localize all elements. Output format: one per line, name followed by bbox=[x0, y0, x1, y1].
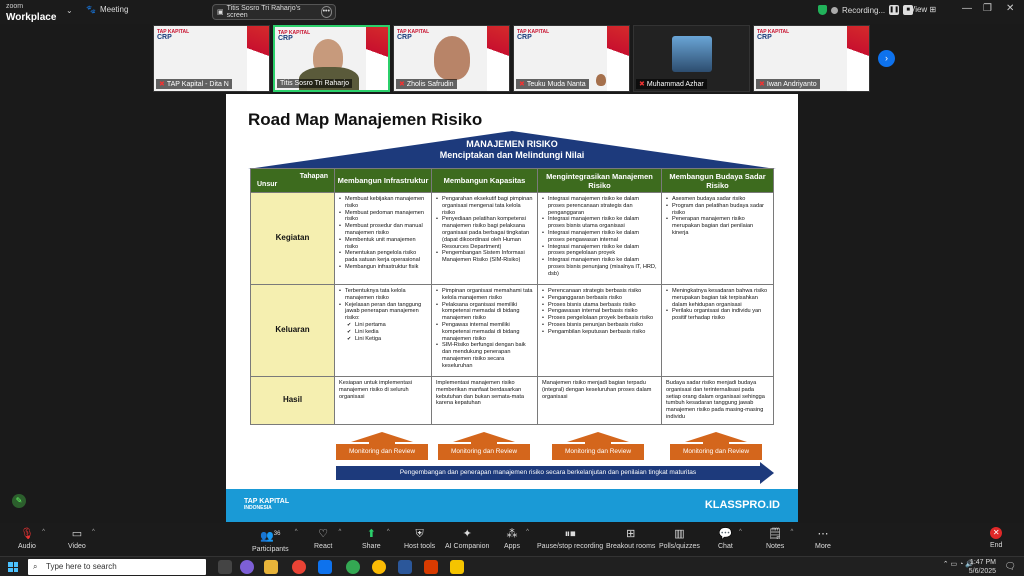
monitoring-box: Monitoring dan Review bbox=[552, 432, 644, 462]
list-item: • Program dan pelatihan budaya sadar risiko bbox=[666, 203, 769, 217]
table-cell bbox=[335, 285, 432, 377]
table-cell: Kesiapan untuk implementasi manajemen risiko di seluruh organisasi bbox=[335, 377, 432, 425]
list-item: • Membentuk unit manajemen risiko bbox=[339, 237, 427, 251]
screen-icon: ▣ bbox=[217, 9, 224, 16]
share-icon: ⬆ bbox=[366, 528, 376, 540]
participant-strip bbox=[153, 25, 873, 93]
more-options-icon[interactable]: ••• bbox=[321, 6, 332, 18]
list-item: • Proses pengelolaan proyek berbasis risiko bbox=[542, 315, 657, 322]
copilot-icon[interactable] bbox=[240, 560, 254, 574]
list-item: • Integrasi manajemen risiko ke dalam proses pengelolaan proyek bbox=[542, 244, 657, 258]
table-cell: Budaya sadar risiko menjadi budaya organisasi dan terinternalisasi pada setiap orang dalam organisasi sehingga tumbuh kesadaran tanggung jawab manajemen risiko pada masing-masing individu bbox=[662, 377, 774, 425]
list-item: • Pelaksana organisasi memiliki kompetensi memadai di bidang manajemen risiko bbox=[436, 302, 533, 322]
list-item: • Terbentuknya tata kelola manajemen risiko bbox=[339, 288, 427, 302]
continuous-improvement-arrow: Pengembangan dan penerapan manajemen risiko secara berkelanjutan dan penilaian tingkat maturitas bbox=[336, 462, 774, 484]
taskbar-search[interactable]: ⌕ Type here to search bbox=[28, 559, 206, 575]
close-icon[interactable]: ✕ bbox=[1006, 3, 1015, 14]
sticky-notes-icon[interactable] bbox=[450, 560, 464, 574]
list-item: • Integrasi manajemen risiko ke dalam proses bisnis penunjang (misalnya IT, HRD, dsb) bbox=[542, 257, 657, 277]
list-item: • Integrasi manajemen risiko ke dalam proses bisnis utama organisasi bbox=[542, 216, 657, 230]
list-item: • Membuat kebijakan manajemen risiko bbox=[339, 196, 427, 210]
security-shield-icon bbox=[818, 5, 827, 15]
list-item: • Penganggaran berbasis risiko bbox=[542, 295, 657, 302]
participant-name: ✖ Muhammad Azhar bbox=[636, 79, 707, 89]
brand-logo: TAP KAPITAL CRP bbox=[157, 29, 190, 41]
row-label: Keluaran bbox=[251, 285, 335, 377]
table-cell bbox=[335, 193, 432, 285]
list-item: • Pimpinan organisasi memahami tata kelola manajemen risiko bbox=[436, 288, 533, 302]
word-icon[interactable] bbox=[398, 560, 412, 574]
breakout-rooms-button[interactable]: ⊞ Breakout rooms bbox=[606, 528, 656, 550]
list-item: • Pengawasan internal berbasis risiko bbox=[542, 308, 657, 315]
table-row bbox=[251, 285, 774, 377]
chevron-up-icon[interactable]: ^ bbox=[294, 529, 298, 535]
row-label: Hasil bbox=[251, 377, 335, 425]
end-button[interactable]: ✕ End bbox=[990, 528, 1003, 549]
table-cell: Implementasi manajemen risiko memberikan manfaat berdasarkan kebutuhan dan bukan semata-mata karena kepatuhan bbox=[432, 377, 538, 425]
row-label: Kegiatan bbox=[251, 193, 335, 285]
title-bar bbox=[0, 0, 1024, 24]
table-cell bbox=[662, 193, 774, 285]
stage-header: Membangun Kapasitas bbox=[432, 169, 538, 193]
participant-name: ✖ Zholis Safrudin bbox=[396, 79, 457, 89]
roof-line-1: MANAJEMEN RISIKO bbox=[466, 139, 558, 149]
chrome-profile-icon[interactable] bbox=[346, 560, 360, 574]
app-small-label: zoom bbox=[6, 3, 24, 10]
brand-logo: TAP KAPITAL CRP bbox=[517, 29, 550, 41]
pause-recording-button[interactable]: ⏸⏹ Pause/stop recording bbox=[537, 528, 604, 550]
slide-title: Road Map Manajemen Risiko bbox=[248, 110, 483, 129]
check-item: ✔ Lini pertama bbox=[339, 322, 427, 329]
sparkle-icon: ✦ bbox=[462, 528, 472, 540]
brand-stripe bbox=[487, 26, 509, 92]
participant-video bbox=[434, 36, 470, 80]
stop-recording-icon[interactable]: ■ bbox=[903, 5, 913, 15]
record-dot-icon bbox=[831, 7, 838, 14]
list-item: • Penerapan manajemen risiko merupakan bagian dari penilaian kinerja bbox=[666, 216, 769, 236]
list-item: • Pengembangan Sistem Informasi Manajemen Risiko (SIM-Risiko) bbox=[436, 250, 533, 264]
list-item: • Membuat pedoman manajemen risiko bbox=[339, 210, 427, 224]
zoom-taskbar-icon[interactable] bbox=[318, 560, 332, 574]
brand-stripe bbox=[366, 27, 388, 92]
participant-name: ✖ Iwan Andriyanto bbox=[756, 79, 820, 89]
pause-stop-icon: ⏸⏹ bbox=[564, 528, 576, 540]
more-icon: ⋯ bbox=[817, 528, 829, 540]
participants-button[interactable]: 👥$^{36}$ Participants ^ bbox=[252, 529, 298, 553]
meeting-menu[interactable] bbox=[86, 5, 128, 14]
more-button[interactable]: ⋯ More bbox=[815, 528, 831, 550]
avatar bbox=[672, 36, 712, 72]
list-item: • Proses bisnis penunjan berbasis risiko bbox=[542, 322, 657, 329]
chevron-up-icon[interactable]: ^ bbox=[42, 529, 45, 535]
share-indicator[interactable] bbox=[212, 4, 336, 20]
table-cell bbox=[432, 285, 538, 377]
view-menu[interactable] bbox=[910, 5, 936, 14]
slide-footer bbox=[226, 489, 798, 522]
klasspro-logo: KLASSPRO.ID bbox=[704, 499, 780, 511]
apps-icon: ⁂ bbox=[506, 528, 518, 540]
notes-icon: 🗒 bbox=[768, 528, 783, 540]
annotate-icon[interactable]: ✎ bbox=[12, 494, 26, 508]
participant-tile-active[interactable] bbox=[273, 25, 390, 92]
table-cell bbox=[538, 285, 662, 377]
table-cell bbox=[538, 193, 662, 285]
participant-name: ✖ Teuku Muda Nanta bbox=[516, 79, 589, 89]
windows-taskbar bbox=[0, 556, 1024, 576]
minimize-icon[interactable]: — bbox=[962, 3, 972, 14]
polls-button[interactable]: ▥ Polls/quizzes bbox=[659, 528, 700, 550]
participant-name: ✖ TAP Kapital - Dita N bbox=[156, 79, 232, 89]
list-item: • Proses bisnis utama berbasis risiko bbox=[542, 302, 657, 309]
table-cell bbox=[662, 285, 774, 377]
task-view-icon[interactable] bbox=[218, 560, 232, 574]
share-title: Titis Sosro Tri Raharjo's screen bbox=[226, 5, 301, 19]
share-button[interactable]: ⬆ Share ^ bbox=[362, 528, 390, 550]
chevron-down-icon[interactable]: ⌄ bbox=[66, 6, 73, 15]
chrome-profile-2-icon[interactable] bbox=[372, 560, 386, 574]
list-item: • SIM-Risiko berfungsi dengan baik dan mendukung penerapan manajemen risiko secara keseluruhan bbox=[436, 342, 533, 369]
participant-tile[interactable] bbox=[753, 25, 870, 92]
monitoring-box: Monitoring dan Review bbox=[438, 432, 530, 462]
participant-video bbox=[596, 74, 606, 86]
brand-stripe bbox=[847, 26, 869, 92]
table-row bbox=[251, 193, 774, 285]
video-button[interactable]: ▭ Video ^ bbox=[68, 528, 95, 550]
list-item: • Membuat prosedur dan manual manajemen risiko bbox=[339, 223, 427, 237]
end-icon: ✕ bbox=[990, 527, 1002, 539]
monitoring-box: Monitoring dan Review bbox=[336, 432, 428, 462]
heart-icon: ♡ bbox=[318, 528, 329, 540]
table-header-row bbox=[251, 169, 774, 193]
list-item: • Pengawas internal memiliki kompetensi memadai di bidang manajemen risiko bbox=[436, 322, 533, 342]
apps-button[interactable]: ⁂ Apps ^ bbox=[504, 528, 529, 550]
windows-start-icon[interactable] bbox=[8, 562, 18, 572]
shared-slide bbox=[226, 94, 798, 522]
next-page-icon[interactable]: › bbox=[878, 50, 895, 67]
chrome-icon[interactable] bbox=[292, 560, 306, 574]
pause-recording-icon[interactable]: ❚❚ bbox=[889, 7, 900, 13]
list-item: • Penyediaan pelatihan kompetensi manajemen risiko bagi pelaksana organisasi pada berbagai tingkatan (dapat dikoordinasi oleh Human Resources Department) bbox=[436, 216, 533, 250]
list-item: • Integrasi manajemen risiko ke dalam proses perencanaan strategis dan penganggaran bbox=[542, 196, 657, 216]
audio-button[interactable]: 🎙 Audio ^ bbox=[18, 528, 45, 550]
stage-header: Membangun Budaya Sadar Risiko bbox=[662, 169, 774, 193]
corner-cell: Tahapan Unsur bbox=[251, 169, 335, 193]
chevron-up-icon[interactable]: ^ bbox=[790, 529, 794, 535]
roadmap-table bbox=[250, 168, 774, 425]
stage-header: Membangun Infrastruktur bbox=[335, 169, 432, 193]
clock[interactable]: 1:47 PM 5/6/2025 bbox=[968, 559, 996, 575]
file-explorer-icon[interactable] bbox=[264, 560, 278, 574]
people-icon: 👥$^{36}$ bbox=[260, 530, 281, 543]
chevron-up-icon[interactable]: ^ bbox=[386, 529, 390, 535]
app-name: Workplace bbox=[6, 12, 57, 23]
list-item: • Pengarahan eksekutif bagi pimpinan organisasi mengenai tata kelola risiko bbox=[436, 196, 533, 216]
meeting-label: Meeting bbox=[99, 5, 129, 14]
list-item: • Asesmen budaya sadar risiko bbox=[666, 196, 769, 203]
notifications-icon[interactable]: 🗨 bbox=[1004, 561, 1016, 571]
chevron-up-icon[interactable]: ^ bbox=[338, 529, 342, 535]
muted-mic-icon: ✖ bbox=[519, 81, 525, 88]
view-label: View bbox=[910, 5, 928, 14]
ai-companion-button[interactable]: ✦ AI Companion bbox=[445, 528, 490, 550]
monitoring-box: Monitoring dan Review bbox=[670, 432, 762, 462]
chevron-up-icon[interactable]: ^ bbox=[738, 529, 742, 535]
muted-mic-icon: ✖ bbox=[159, 81, 165, 88]
muted-mic-icon: ✖ bbox=[759, 81, 765, 88]
table-cell bbox=[432, 193, 538, 285]
recording-indicator bbox=[818, 5, 913, 15]
stage-header: Mengintegrasikan Manajemen Risiko bbox=[538, 169, 662, 193]
search-icon: ⌕ bbox=[33, 562, 38, 571]
list-item: • Perilaku organisasi dan individu yan positif terhadap risiko bbox=[666, 308, 769, 322]
muted-mic-icon: ✖ bbox=[639, 81, 645, 88]
notes-button[interactable]: 🗒 Notes ^ bbox=[766, 528, 794, 550]
mic-muted-icon: 🎙 bbox=[19, 528, 34, 540]
list-item: • Menentukan pengelola risiko pada satuan kerja operasional bbox=[339, 250, 427, 264]
table-row bbox=[251, 377, 774, 425]
shield-icon: ⛨ bbox=[415, 528, 424, 540]
participant-tile[interactable] bbox=[513, 25, 630, 92]
muted-mic-icon: ✖ bbox=[399, 81, 405, 88]
office-icon[interactable] bbox=[424, 560, 438, 574]
table-cell: Manajemen risiko menjadi bagian terpadu (integral) dengan keseluruhan proses dalam organisasi bbox=[538, 377, 662, 425]
participant-name: Titis Sosro Tri Raharjo bbox=[277, 79, 352, 88]
chevron-up-icon[interactable]: ^ bbox=[526, 529, 529, 535]
breakout-icon: ⊞ bbox=[626, 528, 636, 540]
check-item: ✔ Lini Ketiga bbox=[339, 336, 427, 343]
poll-icon: ▥ bbox=[674, 528, 685, 540]
recording-label: Recording... bbox=[842, 5, 886, 15]
zoom-logo bbox=[6, 2, 56, 22]
video-icon: ▭ bbox=[71, 528, 83, 540]
check-item: ✔ Lini kedia bbox=[339, 329, 427, 336]
list-item: • Kejelasan peran dan tanggung jawab penerapan manajemen risiko: bbox=[339, 302, 427, 322]
roof-line-2: Menciptakan dan Melindungi Nilai bbox=[439, 150, 585, 160]
list-item: • Integrasi manajemen risiko ke dalam proses pengawasan internal bbox=[542, 230, 657, 244]
participant-tile[interactable] bbox=[633, 25, 750, 92]
system-tray[interactable]: ⌃ ▭ ◔ 🔊 bbox=[942, 561, 974, 568]
paw-icon: 🐾 bbox=[86, 5, 96, 14]
host-tools-button[interactable]: ⛨ Host tools bbox=[404, 528, 436, 550]
restore-icon[interactable]: ❐ bbox=[983, 3, 992, 14]
roof-text bbox=[248, 139, 776, 161]
list-item: • Pengambilan keputusan berbasis risiko bbox=[542, 329, 657, 336]
participant-tile[interactable] bbox=[393, 25, 510, 92]
chat-button[interactable]: 💬 Chat ^ bbox=[718, 528, 742, 550]
brand-logo: TAP KAPITAL CRP bbox=[278, 30, 311, 42]
list-item: • Meningkatnya kesadaran bahwa risiko merupakan bagian tak terpisahkan dalam kehidupan organisasi bbox=[666, 288, 769, 308]
brand-logo: TAP KAPITAL CRP bbox=[757, 29, 790, 41]
grid-icon: ⊞ bbox=[929, 5, 937, 14]
chevron-up-icon[interactable]: ^ bbox=[91, 529, 95, 535]
brand-stripe bbox=[247, 26, 269, 92]
participant-tile[interactable] bbox=[153, 25, 270, 92]
brand-stripe bbox=[607, 26, 629, 92]
brand-logo: TAP KAPITAL CRP bbox=[397, 29, 430, 41]
list-item: • Perencanaan strategis berbasis risiko bbox=[542, 288, 657, 295]
list-item: • Membangun infrastruktur fisik bbox=[339, 264, 427, 271]
meeting-toolbar bbox=[0, 523, 1024, 556]
tap-kapital-logo: TAP KAPITAL INDONESIA bbox=[244, 498, 290, 511]
react-button[interactable]: ♡ React ^ bbox=[314, 528, 342, 550]
chat-icon: 💬 bbox=[718, 528, 733, 540]
